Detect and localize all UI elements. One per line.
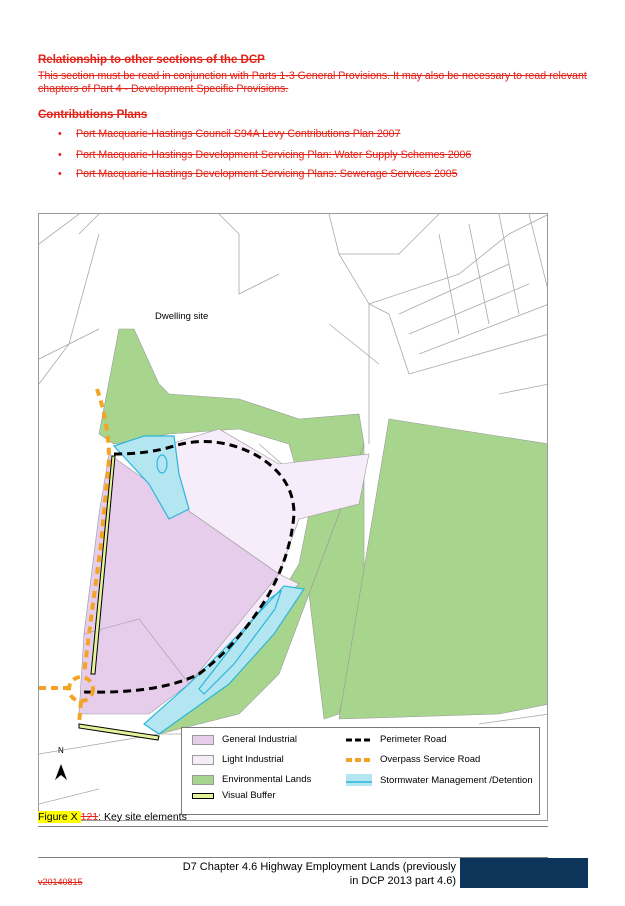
list-item-text: Port Macquarie-Hastings Council S94A Levy Contributions Plan 2007 (76, 128, 401, 140)
legend-label: Stormwater Management /Detention (380, 774, 533, 786)
caption-highlight: Figure X (38, 811, 81, 823)
dwelling-site-label: Dwelling site (155, 311, 209, 322)
legend-item-stormwater (346, 774, 533, 786)
list-item-text: Port Macquarie-Hastings Development Servicing Plan: Water Supply Schemes 2006 (76, 149, 472, 161)
footer-brand-block (460, 858, 588, 888)
list-item (58, 149, 471, 161)
overpass-road-swatch (346, 755, 372, 765)
visual-buffer-swatch (192, 793, 214, 799)
legend-label: Visual Buffer (222, 790, 276, 801)
figure-caption (38, 811, 187, 823)
footer-title-line: D7 Chapter 4.6 Highway Employment Lands (previously (182, 861, 456, 873)
section-body-relationship: This section must be read in conjunction with Parts 1-3 General Provisions. It may also be necessary to read relevant chapters of Part 4 - Development Specific Provisions. (38, 70, 587, 95)
version-label: v20140815 (38, 877, 83, 887)
caption-text: : Key site elements (98, 811, 187, 823)
north-arrow-icon (55, 764, 67, 780)
section-heading-contributions: Contributions Plans (38, 109, 148, 121)
list-item (58, 168, 458, 180)
section-heading-relationship: Relationship to other sections of the DCP (38, 54, 265, 66)
list-item (58, 128, 400, 140)
map-legend (181, 727, 540, 815)
bullet-icon: • (58, 168, 62, 180)
north-label: N (58, 746, 64, 755)
caption-divider (38, 826, 548, 827)
legend-label: Perimeter Road (380, 734, 447, 745)
caption-struck-number: 121 (80, 811, 99, 823)
legend-item-perimeter-road (346, 734, 447, 745)
perimeter-road-swatch (346, 735, 372, 745)
legend-label: General Industrial (222, 734, 297, 745)
footer-title (160, 860, 456, 888)
legend-item-general-industrial (192, 734, 297, 745)
legend-item-light-industrial (192, 754, 284, 765)
legend-item-overpass-road (346, 754, 480, 765)
stormwater-swatch (346, 774, 372, 786)
legend-label: Overpass Service Road (380, 754, 481, 765)
legend-label: Environmental Lands (222, 774, 312, 785)
legend-item-visual-buffer (192, 790, 276, 801)
legend-item-environmental (192, 774, 311, 785)
footer-title-line: in DCP 2013 part 4.6) (349, 875, 456, 887)
bullet-icon: • (58, 149, 62, 161)
environmental-swatch (192, 775, 214, 785)
general-industrial-swatch (192, 735, 214, 745)
list-item-text: Port Macquarie-Hastings Development Servicing Plans: Sewerage Services 2005 (76, 168, 458, 180)
light-industrial-swatch (192, 755, 214, 765)
bullet-icon: • (58, 128, 62, 140)
legend-label: Light Industrial (222, 754, 284, 765)
